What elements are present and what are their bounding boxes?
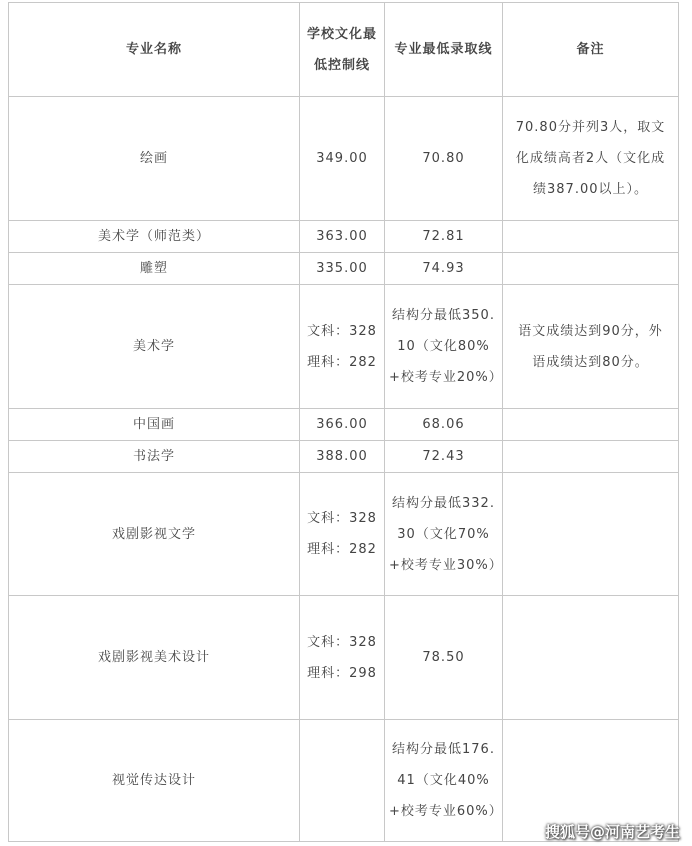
header-culture-line: 学校文化最低控制线 — [300, 3, 385, 97]
cell-professional: 72.81 — [385, 221, 503, 253]
cell-major: 戏剧影视美术设计 — [9, 596, 300, 720]
cell-professional: 72.43 — [385, 441, 503, 473]
cell-remark — [503, 441, 679, 473]
cell-major: 雕塑 — [9, 253, 300, 285]
cell-professional: 结构分最低176.41（文化40%+校考专业60%） — [385, 720, 503, 842]
cell-professional: 68.06 — [385, 409, 503, 441]
table-row — [9, 441, 679, 473]
cell-culture: 335.00 — [300, 253, 385, 285]
cell-professional: 结构分最低332.30（文化70%+校考专业30%） — [385, 473, 503, 596]
table-row — [9, 409, 679, 441]
cell-professional: 78.50 — [385, 596, 503, 720]
header-major: 专业名称 — [9, 3, 300, 97]
cell-professional: 74.93 — [385, 253, 503, 285]
table-row — [9, 97, 679, 221]
table-row — [9, 221, 679, 253]
cell-culture: 文科：328理科：282 — [300, 473, 385, 596]
cell-major: 美术学 — [9, 285, 300, 409]
cell-professional: 70.80 — [385, 97, 503, 221]
cell-culture: 349.00 — [300, 97, 385, 221]
cell-remark — [503, 221, 679, 253]
cell-culture: 388.00 — [300, 441, 385, 473]
table-row — [9, 473, 679, 596]
table-row — [9, 596, 679, 720]
admission-score-table — [8, 2, 679, 842]
cell-major: 书法学 — [9, 441, 300, 473]
cell-remark: 语文成绩达到90分，外语成绩达到80分。 — [503, 285, 679, 409]
table-header-row — [9, 3, 679, 97]
cell-major: 视觉传达设计 — [9, 720, 300, 842]
cell-culture: 363.00 — [300, 221, 385, 253]
cell-remark — [503, 409, 679, 441]
cell-major: 绘画 — [9, 97, 300, 221]
table-row — [9, 285, 679, 409]
cell-culture: 文科：328理科：282 — [300, 285, 385, 409]
cell-culture: 文科：328理科：298 — [300, 596, 385, 720]
cell-professional: 结构分最低350.10（文化80%+校考专业20%） — [385, 285, 503, 409]
header-remark: 备注 — [503, 3, 679, 97]
cell-major: 中国画 — [9, 409, 300, 441]
table-row — [9, 253, 679, 285]
cell-remark — [503, 253, 679, 285]
cell-culture — [300, 720, 385, 842]
cell-culture: 366.00 — [300, 409, 385, 441]
watermark-label: 搜狐号@河南艺考生 — [544, 823, 680, 841]
cell-major: 美术学（师范类） — [9, 221, 300, 253]
header-professional-line: 专业最低录取线 — [385, 3, 503, 97]
cell-remark — [503, 473, 679, 596]
cell-remark — [503, 596, 679, 720]
cell-remark: 70.80分并列3人，取文化成绩高者2人（文化成绩387.00以上）。 — [503, 97, 679, 221]
cell-major: 戏剧影视文学 — [9, 473, 300, 596]
